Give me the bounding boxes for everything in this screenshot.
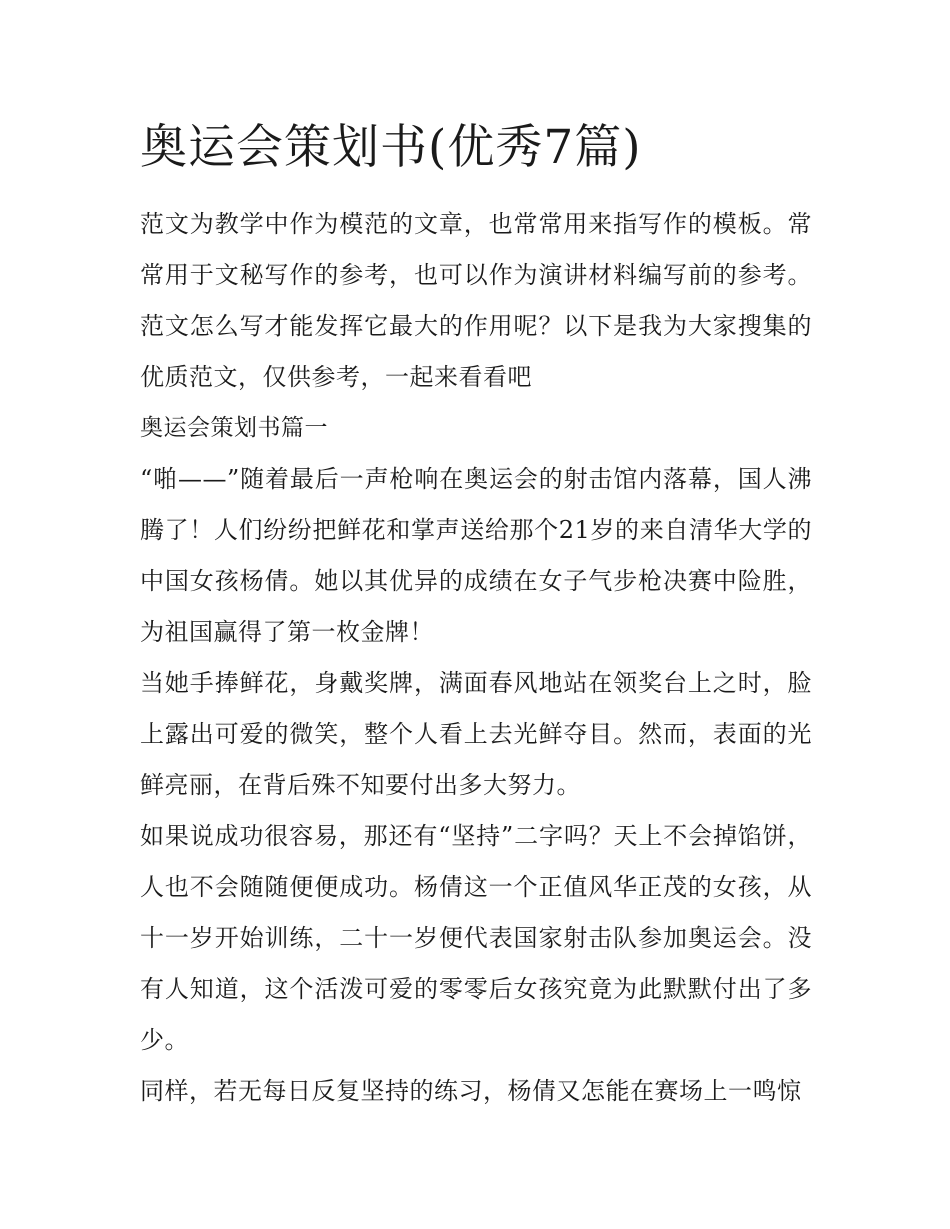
body-paragraph-2: 当她手捧鲜花，身戴奖牌，满面春风地站在领奖台上之时，脸上露出可爱的微笑，整个人看上去光鲜夺目。然而，表面的光鲜亮丽，在背后殊不知要付出多大努力。 — [140, 669, 812, 799]
section-heading: 奥运会策划书篇一 — [140, 415, 328, 441]
document-body — [140, 199, 812, 1117]
body-paragraph-4: 同样，若无每日反复坚持的练习，杨倩又怎能在赛场上一鸣惊 — [140, 1077, 802, 1105]
document-title: 奥运会策划书(优秀7篇) — [140, 120, 642, 175]
body-paragraph-1: “啪——”随着最后一声枪响在奥运会的射击馆内落幕，国人沸腾了！人们纷纷把鲜花和掌声送给那个21岁的来自清华大学的中国女孩杨倩。她以其优异的成绩在女子气步枪决赛中险胜，为祖国赢得了第一枚金牌！ — [140, 465, 812, 646]
body-paragraph-3: 如果说成功很容易，那还有“坚持”二字吗？天上不会掉馅饼，人也不会随随便便成功。杨倩这一个正值风华正茂的女孩，从十一岁开始训练，二十一岁便代表国家射击队参加奥运会。没有人知道，这个活泼可爱的零零后女孩究竟为此默默付出了多少。 — [140, 822, 812, 1054]
intro-paragraph: 范文为教学中作为模范的文章，也常常用来指写作的模板。常常用于文秘写作的参考，也可以作为演讲材料编写前的参考。范文怎么写才能发挥它最大的作用呢？以下是我为大家搜集的优质范文，仅供参考，一起来看看吧 — [140, 210, 812, 391]
